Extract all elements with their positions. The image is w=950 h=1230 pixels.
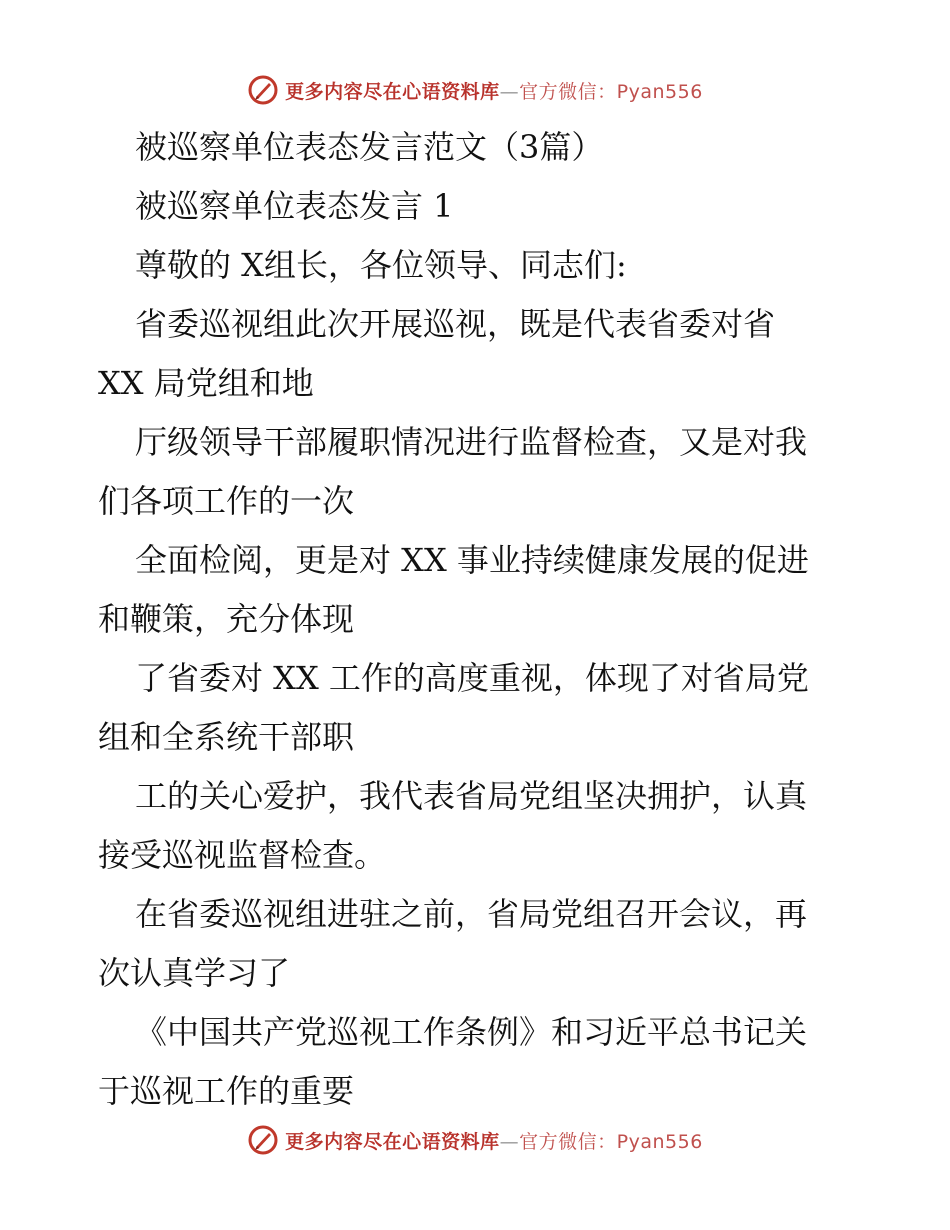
banner-text <box>285 77 703 104</box>
document-line: 接受巡视监督检查。 <box>98 836 387 874</box>
document-line: 《中国共产党巡视工作条例》和习近平总书记关 <box>135 1013 808 1051</box>
document-line: 被巡察单位表态发言范文（3篇） <box>135 128 604 166</box>
document-line: 在省委巡视组进驻之前，省局党组召开会议，再 <box>135 895 808 933</box>
document-line: 了省委对 XX 工作的高度重视，体现了对省局党 <box>135 659 809 697</box>
document-line: 次认真学习了 <box>98 954 291 992</box>
document-line: 们各项工作的一次 <box>98 482 355 520</box>
footer-banner <box>0 1120 950 1160</box>
quill-pen-icon <box>247 74 279 106</box>
document-line: 尊敬的 X组长，各位领导、同志们: <box>135 246 627 284</box>
banner-text <box>285 1127 703 1154</box>
document-line: XX 局党组和地 <box>98 364 314 402</box>
document-line: 被巡察单位表态发言 1 <box>135 187 454 225</box>
banner-brand: 更多内容尽在心语资料库 <box>285 80 500 103</box>
document-line: 厅级领导干部履职情况进行监督检查，又是对我 <box>135 423 808 461</box>
document-body <box>98 118 858 1121</box>
banner-contact: 官方微信：Pyan556 <box>519 80 703 103</box>
document-line: 全面检阅，更是对 XX 事业持续健康发展的促进 <box>135 541 809 579</box>
quill-pen-icon <box>247 1124 279 1156</box>
banner-contact: 官方微信：Pyan556 <box>519 1130 703 1153</box>
header-banner <box>0 70 950 110</box>
document-line: 组和全系统干部职 <box>98 718 355 756</box>
document-line: 省委巡视组此次开展巡视，既是代表省委对省 <box>135 305 776 343</box>
banner-dash: — <box>499 1130 520 1153</box>
document-line: 工的关心爱护，我代表省局党组坚决拥护，认真 <box>135 777 808 815</box>
document-line: 和鞭策，充分体现 <box>98 600 355 638</box>
document-line: 于巡视工作的重要 <box>98 1072 355 1110</box>
banner-brand: 更多内容尽在心语资料库 <box>285 1130 500 1153</box>
banner-dash: — <box>499 80 520 103</box>
